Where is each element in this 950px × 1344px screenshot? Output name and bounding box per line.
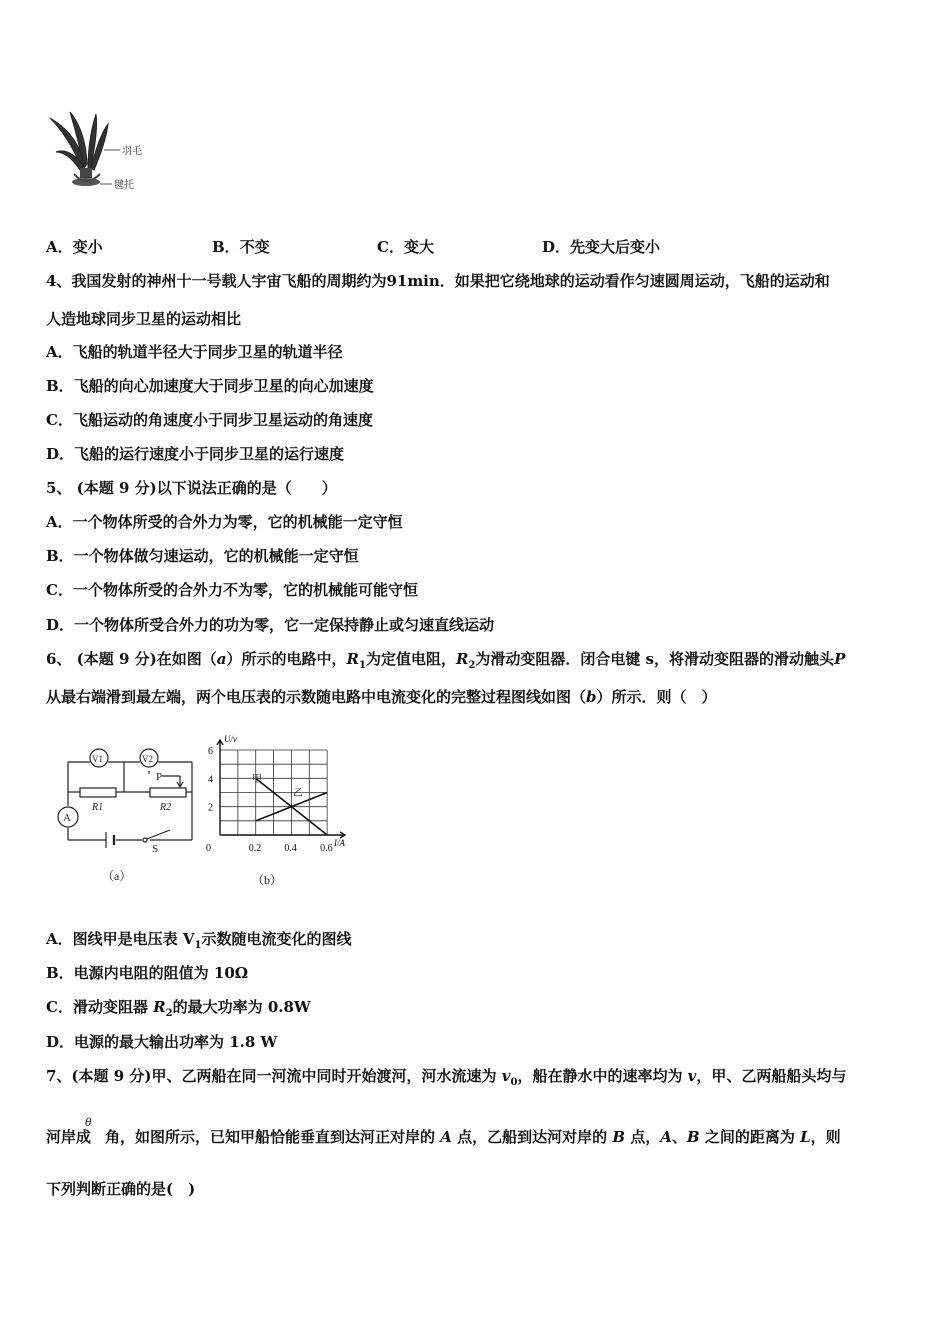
q5-option-d: D．一个物体所受合外力的功为零，它一定保持静止或匀速直线运动 <box>46 616 495 634</box>
q5-option-a: A．一个物体所受的合外力为零，它的机械能一定守恒 <box>46 513 403 531</box>
r2-label: R2 <box>160 802 172 813</box>
v1-label: V1 <box>92 754 103 764</box>
base-label: 毽托 <box>114 180 134 191</box>
q5-option-c: C．一个物体所受的合外力不为零，它的机械能可能守恒 <box>46 581 418 599</box>
feather-label: 羽毛 <box>122 146 142 157</box>
x-tick-label: 0.2 <box>248 843 262 854</box>
q3-option-b: B．不变 <box>212 238 270 256</box>
q7-line3: 下列判断正确的是( ) <box>46 1180 196 1198</box>
q6-option-d: D．电源的最大输出功率为 1.8 W <box>46 1033 278 1051</box>
x-tick-label: 0 <box>206 843 211 854</box>
graph-y-axis-label: U/v <box>224 734 237 744</box>
switch-label: S <box>152 843 159 855</box>
ui-graph <box>200 730 370 890</box>
q6-stem-line2: 从最右端滑到最左端，两个电压表的示数随电路中电流变化的完整过程图线如图（b）所示．则（ ） <box>46 688 717 706</box>
q4-option-d: D．飞船的运行速度小于同步卫星的运行速度 <box>46 445 345 463</box>
ammeter-label: A <box>63 812 71 824</box>
q4-stem-line1: 4、我国发射的神州十一号载人宇宙飞船的周期约为91min．如果把它绕地球的运动看作匀速圆周运动，飞船的运动和 <box>46 272 830 290</box>
v2-label: V2 <box>142 754 153 764</box>
q3-option-d: D．先变大后变小 <box>542 238 661 256</box>
q5-stem: 5、 (本题 9 分)以下说法正确的是（ ） <box>46 479 337 497</box>
y-tick-label: 4 <box>208 774 213 786</box>
q4-stem-line2: 人造地球同步卫星的运动相比 <box>46 310 242 328</box>
y-tick-label: 2 <box>208 802 213 814</box>
slider-p-label: P <box>156 771 163 783</box>
x-tick-label: 0.6 <box>320 843 333 854</box>
q6-option-c: C．滑动变阻器 $R_2$的最大功率为 0.8W <box>46 998 311 1019</box>
q7-line2: 河岸成 θ 角，如图所示，已知甲船恰能垂直到达河正对岸的 A 点，乙船到达河对岸的 B 点，A、B 之间的距离为 L，则 <box>46 1116 841 1146</box>
q4-option-c: C．飞船运动的角速度小于同步卫星运动的角速度 <box>46 411 373 429</box>
q7-line1: 7、(本题 9 分)甲、乙两船在同一河流中同时开始渡河，河水流速为 $v_0$，船在静水中的速率均为 v，甲、乙两船船头均与 <box>46 1067 847 1088</box>
curve-jia-label: 甲 <box>252 774 262 785</box>
circuit-diagram <box>50 740 210 890</box>
q4-option-a: A．飞船的轨道半径大于同步卫星的轨道半径 <box>46 343 343 361</box>
graph-x-axis-label: I/A <box>334 838 345 848</box>
q6-option-a: A．图线甲是电压表 $V_1$示数随电流变化的图线 <box>46 930 352 951</box>
q6-option-b: B．电源内电阻的阻值为 10Ω <box>46 964 249 982</box>
y-tick-label: 6 <box>208 746 213 757</box>
x-tick-label: 0.4 <box>284 843 297 854</box>
q3-option-c: C．变大 <box>377 238 434 256</box>
q3-option-a: A．变小 <box>46 238 103 256</box>
theta-symbol: θ <box>85 1116 92 1129</box>
shuttlecock-figure <box>44 108 154 198</box>
q6-stem-line1: 6、 (本题 9 分)在如图（a）所示的电路中，$R_1$为定值电阻，$R_2$为滑动变阻器．闭合电键 s，将滑动变阻器的滑动触头P <box>46 650 846 671</box>
q4-option-b: B．飞船的向心加速度大于同步卫星的向心加速度 <box>46 377 374 395</box>
r1-label: R1 <box>92 802 104 813</box>
curve-yi-label: 乙 <box>293 788 303 799</box>
q5-option-b: B．一个物体做匀速运动，它的机械能一定守恒 <box>46 547 359 565</box>
caption-a: （a） <box>102 869 132 883</box>
caption-b: （b） <box>252 873 283 887</box>
